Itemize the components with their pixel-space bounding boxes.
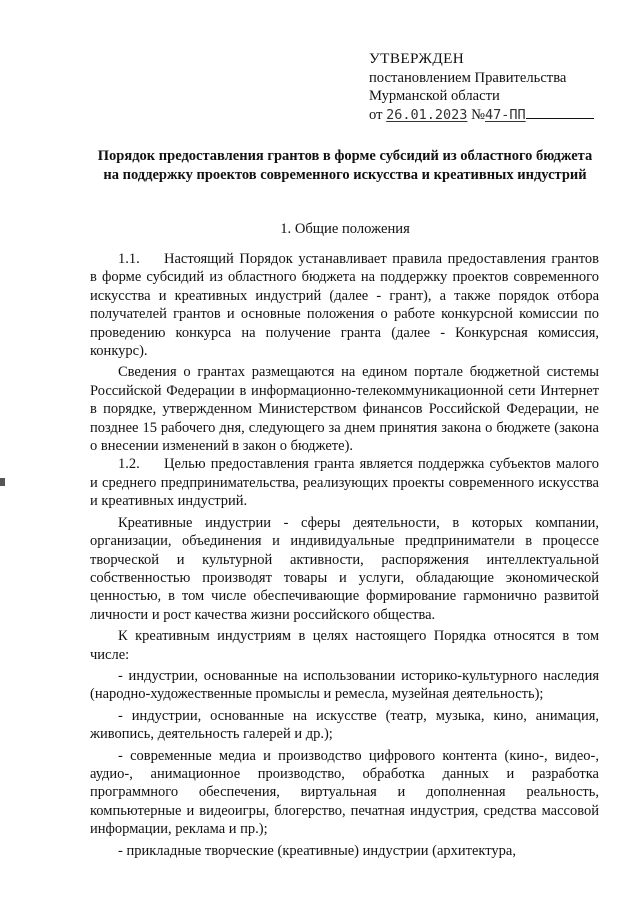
paragraph-text: Сведения о грантах размещаются на едином портале бюджетной системы Российской Федерации в информационно-телекоммуникационной сети Интернет в порядке, утвержденном Министерством финансов Российской Федерации, не позднее 15 рабочего дня, следующего за днем принятия закона о бюджете (закона о внесении изменений в закон о бюджете). bbox=[90, 364, 599, 455]
document-body bbox=[90, 250, 599, 860]
paragraph-text: Креативные индустрии - сферы деятельности, в которых компании, организации, объединения и индивидуальные предприниматели в процессе творческой и культурной активности, распоряжения интеллектуальной собственностью производят товары и услуги, обладающие экономической ценностью, в том числе обеспечивающие формирование гармонично развитой личности и рост качества жизни российского общества. bbox=[90, 514, 599, 623]
list-item-text: - индустрии, основанные на использовании историко-культурного наследия (народно-художественные промыслы и ремесла, музейная деятельность); bbox=[90, 667, 599, 703]
paragraph-number: 1.1. bbox=[118, 251, 140, 267]
document-title: Порядок предоставления грантов в форме субсидий из областного бюджета на поддержку проектов современного искусства и креативных индустрий bbox=[97, 148, 593, 183]
approval-heading: УТВЕРЖДЕН bbox=[369, 50, 465, 67]
list-item-text: - прикладные творческие (креативные) индустрии (архитектура, bbox=[118, 842, 516, 859]
approval-stamp-block bbox=[369, 50, 609, 124]
paragraph-text: К креативным индустриям в целях настоящего Порядка относятся в том числе: bbox=[90, 628, 599, 663]
paragraph-text: Настоящий Порядок устанавливает правила предоставления грантов в форме субсидий из областного бюджета на поддержку проектов современного искусства и креативных индустрий (далее - грант), а также порядок отбора получателей грантов и основные положения о работе конкурсной комиссии по проведению конкурса на получение гранта (далее - Конкурсная комиссия, конкурс). bbox=[90, 251, 599, 360]
scan-edge-mark bbox=[0, 478, 5, 486]
approval-line-government: постановлением Правительства bbox=[369, 69, 567, 86]
section-heading: 1. Общие положения bbox=[280, 221, 410, 237]
list-item-text: - индустрии, основанные на искусстве (театр, музыка, кино, анимация, живопись, деятельность галерей и др.); bbox=[90, 707, 599, 743]
approval-date-line bbox=[369, 106, 609, 125]
paragraph-creative-definition bbox=[90, 514, 599, 624]
list-item-media bbox=[90, 747, 599, 839]
list-item-heritage bbox=[90, 667, 599, 704]
number-prefix: № bbox=[471, 106, 486, 123]
list-item-applied bbox=[90, 842, 599, 860]
paragraph-portal-info bbox=[90, 363, 599, 455]
list-item-text: - современные медиа и производство цифрового контента (кино-, видео-, аудио-, анимационное производство, обработка данных и разработка программного обеспечения, виртуальная и дополненная реальность, компьютерные и видеоигры, блогерство, печатная индустрия, средства массовой информации, реклама и пр.); bbox=[90, 747, 599, 838]
paragraph-number: 1.2. bbox=[118, 456, 140, 473]
list-item-art bbox=[90, 707, 599, 744]
paragraph-text: Целью предоставления гранта является поддержка субъектов малого и среднего предпринимательства, реализующих проекты современного искусства и креативных индустрий. bbox=[90, 456, 599, 510]
number-underline bbox=[526, 106, 594, 119]
approval-number: 47-ПП bbox=[485, 106, 526, 123]
paragraph-1-2 bbox=[90, 455, 599, 510]
paragraph-creative-list-intro bbox=[90, 627, 599, 664]
date-prefix: от bbox=[369, 106, 383, 123]
paragraph-1-1 bbox=[90, 250, 599, 360]
approval-date: 26.01.2023 bbox=[386, 106, 468, 123]
approval-line-region: Мурманской области bbox=[369, 88, 500, 104]
